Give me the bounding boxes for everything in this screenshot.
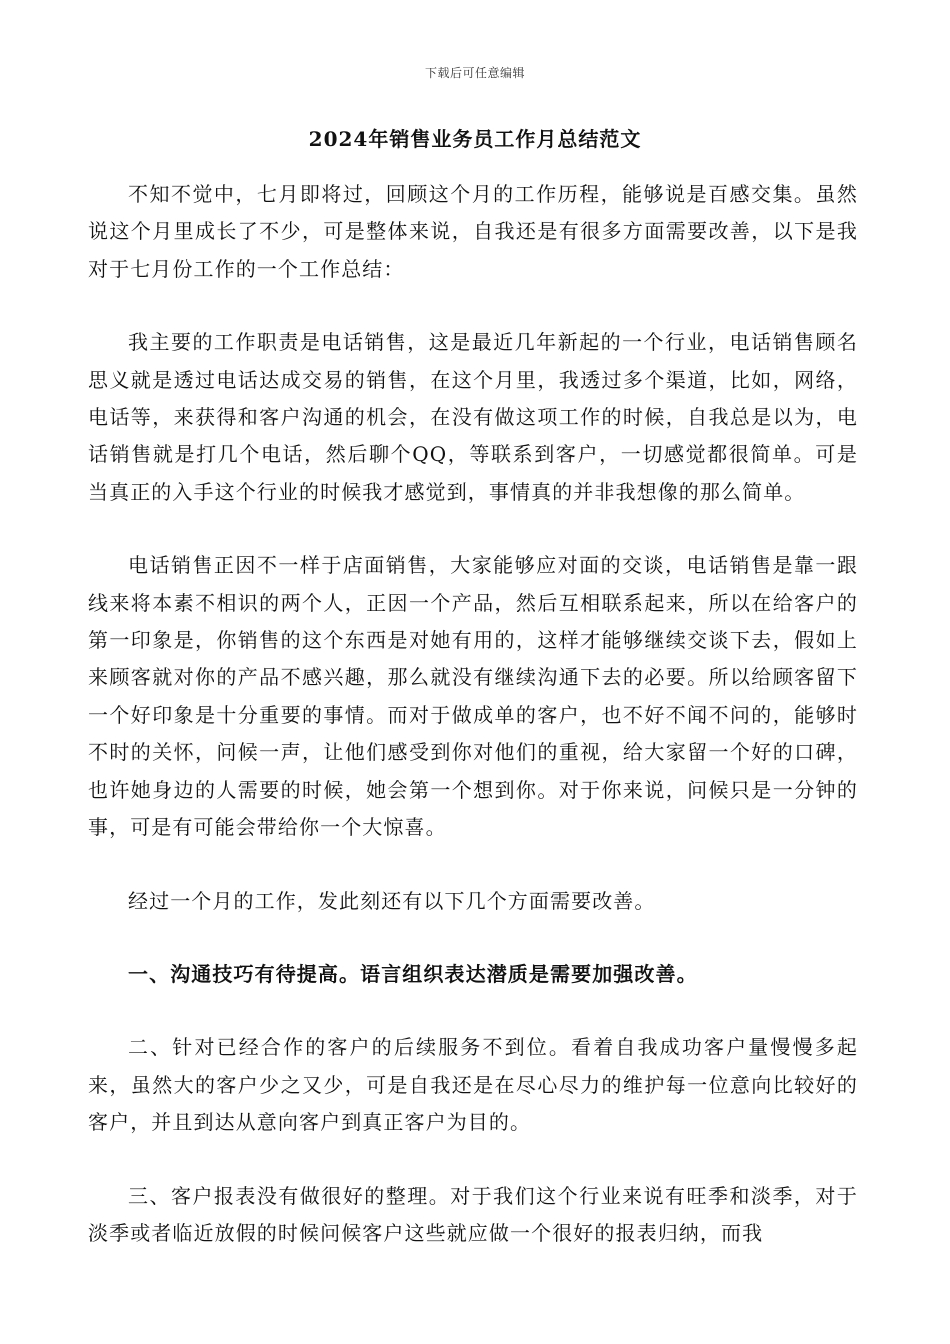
- paragraph-point-three: 三、客户报表没有做很好的整理。对于我们这个行业来说有旺季和淡季，对于淡季或者临近放假的时候问候客户这些就应做一个很好的报表归纳，而我: [88, 1183, 858, 1245]
- document-body: [88, 176, 858, 1288]
- paragraph-intro: 不知不觉中，七月即将过，回顾这个月的工作历程，能够说是百感交集。虽然说这个月里成长了不少，可是整体来说，自我还是有很多方面需要改善，以下是我对于七月份工作的一个工作总结：: [88, 182, 858, 281]
- paragraph-point-one: 一、沟通技巧有待提高。语言组织表达潜质是需要加强改善。: [128, 961, 698, 986]
- paragraph-point-two: 二、针对已经合作的客户的后续服务不到位。看着自我成功客户量慢慢多起来，虽然大的客户少之又少，可是自我还是在尽心尽力的维护每一位意向比较好的客户，并且到达从意向客户到真正客户为目的。: [88, 1035, 858, 1135]
- paragraph-job-duties: 我主要的工作职责是电话销售，这是最近几年新起的一个行业，电话销售顾名思义就是透过电话达成交易的销售，在这个月里，我透过多个渠道，比如，网络，电话等，来获得和客户沟通的机会，在没有做这项工作的时候，自我总是以为，电话销售就是打几个电话，然后聊个QQ，等联系到客户，一切感觉都很简单。可是当真正的入手这个行业的时候我才感觉到，事情真的并非我想像的那么简单。: [88, 330, 858, 504]
- paragraph-improvements-intro: 经过一个月的工作，发此刻还有以下几个方面需要改善。: [128, 888, 656, 913]
- paragraph-phone-sales: 电话销售正因不一样于店面销售，大家能够应对面的交谈，电话销售是靠一跟线来将本素不相识的两个人，正因一个产品，然后互相联系起来，所以在给客户的第一印象是，你销售的这个东西是对她有用的，这样才能够继续交谈下去，假如上来顾客就对你的产品不感兴趣，那么就没有继续沟通下去的必要。所以给顾客留下一个好印象是十分重要的事情。而对于做成单的客户，也不好不闻不问的，能够时不时的关怀，问候一声，让他们感受到你对他们的重视，给大家留一个好的口碑，也许她身边的人需要的时候，她会第一个想到你。对于你来说，问候只是一分钟的事，可是有可能会带给你一个大惊喜。: [88, 553, 858, 840]
- header-note: 下载后可任意编辑: [424, 66, 525, 80]
- document-title: 2024年销售业务员工作月总结范文: [308, 127, 642, 151]
